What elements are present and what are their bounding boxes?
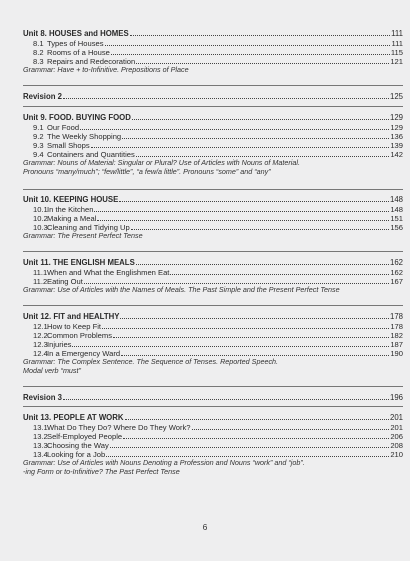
grammar-note: Modal verb “must” [23,365,81,375]
leader-dots [110,441,390,448]
leader-dots [63,393,389,400]
entry-title: Rooms of a House [47,48,110,57]
entry-title: Repairs and Redecoration [47,57,136,66]
unit-heading[interactable] [23,92,403,102]
grammar-note: Grammar: Use of Articles with the Names of Meals. The Past Simple and the Present Perfect Tense [23,285,340,294]
entry-page: 167 [390,277,403,286]
entry-page: 139 [390,141,403,150]
entry-page: 190 [390,349,403,358]
toc-entry[interactable] [23,205,403,214]
leader-dots [94,205,389,212]
unit-page: 111 [391,29,403,38]
entry-number: 13.1 [33,423,48,432]
unit-page: 125 [389,92,403,101]
unit-heading[interactable] [23,113,403,123]
entry-page: 162 [390,268,403,277]
grammar-note: Grammar: The Present Perfect Tense [23,231,143,240]
toc-entry[interactable] [23,322,403,331]
page-number: 6 [202,522,208,532]
entry-title: Making a Meal [47,214,97,223]
toc-entry[interactable] [23,268,403,277]
entry-page: 178 [390,322,403,331]
unit-title: Unit 11. THE ENGLISH MEALS [23,258,135,267]
toc-entry[interactable] [23,331,403,340]
leader-dots [72,340,389,347]
entry-title: The Weekly Shopping [47,132,122,141]
entry-number: 12.2 [33,331,48,340]
entry-number: 11.2 [33,277,48,286]
entry-title: Containers and Quantities [47,150,135,159]
entry-page: 121 [390,57,403,66]
unit-title: Unit 10. KEEPING HOUSE [23,195,119,204]
entry-page: 182 [390,331,403,340]
entry-number: 9.3 [33,141,44,150]
unit-heading[interactable] [23,258,403,268]
leader-dots [120,312,389,319]
leader-dots [122,132,389,139]
entry-page: 151 [390,214,403,223]
section-divider [23,106,403,107]
entry-number: 11.1 [33,268,48,277]
entry-number: 9.2 [33,132,44,141]
section-divider [23,386,403,387]
toc-entry[interactable] [23,441,403,450]
leader-dots [132,113,389,120]
leader-dots [106,450,389,457]
toc-entry[interactable] [23,132,403,141]
grammar-note: Grammar: The Complex Sentence. The Sequence of Tenses. Reported Speech. [23,357,279,366]
entry-title: Common Problems [47,331,112,340]
unit-title: Unit 8. HOUSES and HOMES [23,29,129,38]
leader-dots [136,258,389,265]
unit-page: 201 [389,413,403,422]
entry-number: 12.4 [33,349,48,358]
entry-page: 156 [390,223,403,232]
toc-section [23,258,403,295]
entry-title: How to Keep Fit [47,322,102,331]
leader-dots [97,214,389,221]
leader-dots [123,432,389,439]
leader-dots [131,223,390,230]
entry-number: 13.3 [33,441,48,450]
leader-dots [84,277,389,284]
leader-dots [80,123,389,130]
toc-section [23,29,403,75]
entry-page: 111 [391,39,403,48]
grammar-note: Pronouns “many/much”; “few/little”, “a few/a little”. Pronouns “some” and “any” [23,166,271,176]
entry-number: 8.3 [33,57,44,66]
unit-heading[interactable] [23,413,403,423]
entry-number: 9.1 [33,123,44,132]
toc-section [23,393,403,403]
entry-number: 10.3 [33,223,48,232]
leader-dots [119,195,389,202]
grammar-note: Grammar: Have + to-Infinitive. Prepositions of Place [23,65,189,74]
entry-number: 12.3 [33,340,48,349]
unit-heading[interactable] [23,29,403,39]
entry-title: Types of Houses [47,39,104,48]
toc-section [23,195,403,241]
leader-dots [102,322,389,329]
toc-entry[interactable] [23,214,403,223]
leader-dots [125,413,389,420]
entry-title: Cleaning and Tidying Up [47,223,130,232]
entry-page: 187 [390,340,403,349]
entry-number: 12.1 [33,322,48,331]
entry-number: 8.1 [33,39,44,48]
entry-number: 10.2 [33,214,48,223]
entry-page: 142 [390,150,403,159]
toc-entry[interactable] [23,39,403,48]
unit-page: 196 [389,393,403,402]
leader-dots [136,57,389,64]
entry-title: In a Emergency Ward [47,349,121,358]
toc-entry[interactable] [23,423,403,432]
unit-title: Unit 13. PEOPLE AT WORK [23,413,124,422]
section-divider [23,406,403,407]
entry-page: 208 [390,441,403,450]
entry-page: 129 [390,123,403,132]
entry-title: In the Kitchen [47,205,94,214]
leader-dots [192,423,390,430]
entry-page: 201 [390,423,403,432]
entry-title: Injuries [47,340,72,349]
entry-title: Self-Employed People [47,432,123,441]
unit-page: 129 [389,113,403,122]
entry-title: Looking for a Job [47,450,106,459]
leader-dots [91,141,390,148]
unit-heading[interactable] [23,195,403,205]
entry-title: Eating Out [47,277,83,286]
unit-page: 178 [389,312,403,321]
entry-page: 136 [390,132,403,141]
entry-number: 10.1 [33,205,48,214]
leader-dots [136,150,390,157]
entry-page: 115 [390,48,403,57]
entry-number: 8.2 [33,48,44,57]
entry-title: Our Food [47,123,80,132]
entry-number: 13.4 [33,450,48,459]
toc-section [23,113,403,176]
toc-entry[interactable] [23,141,403,150]
entry-page: 148 [390,205,403,214]
leader-dots [121,349,389,356]
toc-section [23,92,403,102]
section-divider [23,85,403,86]
unit-title: Revision 3 [23,393,62,402]
unit-page: 162 [389,258,403,267]
unit-heading[interactable] [23,393,403,403]
unit-heading[interactable] [23,312,403,322]
leader-dots [130,29,390,36]
entry-title: Small Shops [47,141,90,150]
toc-section [23,413,403,476]
leader-dots [113,331,389,338]
entry-number: 9.4 [33,150,44,159]
entry-page: 206 [390,432,403,441]
entry-title: When and What the Englishmen Eat [47,268,170,277]
toc-entry[interactable] [23,432,403,441]
unit-title: Revision 2 [23,92,62,101]
unit-title: Unit 12. FIT and HEALTHY [23,312,120,321]
toc-entry[interactable] [23,48,403,57]
unit-title: Unit 9. FOOD. BUYING FOOD [23,113,131,122]
entry-number: 13.2 [33,432,48,441]
leader-dots [170,268,389,275]
section-divider [23,251,403,252]
entry-page: 210 [390,450,403,459]
grammar-note: -ing Form or to-Infinitive? The Past Perfect Tense [23,466,180,476]
unit-page: 148 [389,195,403,204]
leader-dots [111,48,390,55]
entry-title: What Do They Do? Where Do They Work? [47,423,191,432]
grammar-note: Grammar: Nouns of Material: Singular or Plural? Use of Articles with Nouns of Material. [23,158,300,167]
entry-title: Choosing the Way [47,441,109,450]
toc-section [23,312,403,375]
leader-dots [105,39,391,46]
grammar-note: Grammar: Use of Articles with Nouns Denoting a Profession and Nouns “work” and “job”. [23,458,305,467]
section-divider [23,189,403,190]
leader-dots [63,92,389,99]
section-divider [23,305,403,306]
toc-entry[interactable] [23,123,403,132]
toc-entry[interactable] [23,340,403,349]
